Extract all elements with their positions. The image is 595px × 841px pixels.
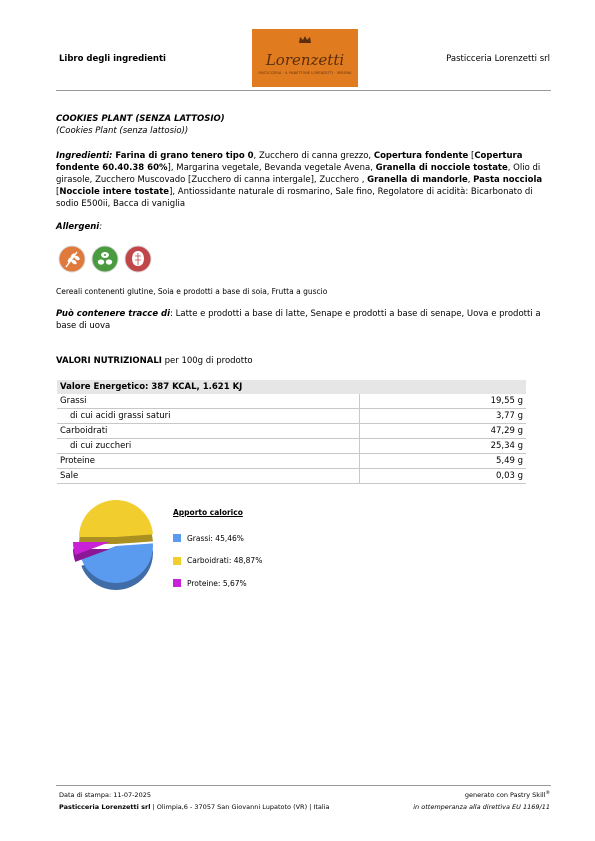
table-row	[57, 424, 526, 439]
wheat-icon	[58, 245, 86, 273]
logo-name: Lorenzetti	[265, 51, 345, 69]
legend-item	[173, 550, 262, 573]
header-company: Pasticceria Lorenzetti srl	[446, 54, 550, 64]
product-subtitle: (Cookies Plant (senza lattosio))	[56, 126, 189, 136]
legend-label: Carboidrati: 48,87%	[187, 556, 263, 566]
ingredient-text: ], Margarina vegetale, Bevanda vegetale Avena,	[167, 163, 376, 173]
crown-icon	[298, 35, 312, 45]
ingredient-bold: Granella di nocciole tostate	[375, 163, 508, 173]
table-row	[57, 454, 526, 469]
table-row	[57, 439, 526, 454]
chart-title: Apporto calorico	[173, 508, 243, 517]
print-date: Data di stampa: 11-07-2025	[59, 791, 151, 799]
soy-icon	[91, 245, 119, 273]
table-row	[57, 394, 526, 409]
legend-item	[173, 572, 262, 595]
nutrition-title: VALORI NUTRIZIONALI per 100g di prodotto	[56, 356, 253, 366]
nutrient-name: di cui zuccheri	[57, 439, 360, 454]
legend-label: Proteine: 5,67%	[187, 578, 247, 588]
ingredient-text: [	[468, 151, 475, 161]
nutrient-name: Carboidrati	[57, 424, 360, 439]
nutrient-value: 3,77 g	[360, 409, 527, 424]
ingredients-text	[56, 150, 554, 210]
ingredient-bold: Nocciole intere tostate	[59, 187, 170, 197]
ingredient-bold: Copertura fondente	[373, 151, 469, 161]
calorie-pie-chart	[70, 496, 165, 596]
legend-swatch	[173, 557, 181, 565]
ingredient-bold: Pasta nocciola	[473, 175, 543, 185]
allergens-list: Cereali contenenti glutine, Soia e prodotti a base di soia, Frutta a guscio	[56, 287, 328, 296]
nutrient-value: 19,55 g	[360, 394, 527, 409]
footer-divider	[56, 785, 551, 786]
legend-item	[173, 527, 262, 550]
nutrient-name: Grassi	[57, 394, 360, 409]
allergens-label: Allergeni:	[56, 222, 103, 232]
nutrient-value: 5,49 g	[360, 454, 527, 469]
pie-slice	[79, 500, 153, 537]
document-title: Libro degli ingredienti	[59, 54, 166, 64]
energy-value: Valore Energetico: 387 KCAL, 1.621 KJ	[57, 380, 526, 394]
nutrient-value: 0,03 g	[360, 469, 527, 484]
legend-swatch	[173, 534, 181, 542]
company-logo	[252, 29, 358, 87]
ingredient-text: ], Antiossidante naturale di rosmarino, Sale fino, Regolatore di acidità: Bicarbonato di sodio E500ii, Bacca di vaniglia	[56, 187, 533, 209]
nutrient-value: 47,29 g	[360, 424, 527, 439]
ingredient-bold: Copertura fondente 60.40.38 60%	[56, 151, 523, 173]
ingredient-text: [	[56, 187, 60, 197]
ingredient-bold: Farina di grano tenero tipo 0	[115, 151, 254, 161]
nutrient-name: di cui acidi grassi saturi	[57, 409, 360, 424]
traces-label: Può contenere tracce di	[56, 309, 171, 319]
ingredients-label: Ingredienti:	[56, 151, 113, 161]
energy-row	[57, 380, 526, 394]
nutrition-table	[57, 380, 526, 484]
chart-legend	[173, 508, 262, 595]
traces-text	[56, 308, 551, 332]
generated-by: generato con Pastry Skill®	[464, 791, 550, 800]
traces-list: : Latte e prodotti a base di latte, Senape e prodotti a base di senape, Uova e prodotti a base di uova	[56, 309, 541, 331]
directive: in ottemperanza alla direttiva EU 1169/11	[413, 803, 550, 811]
nut-icon	[124, 245, 152, 273]
header-divider	[56, 90, 551, 91]
table-row	[57, 409, 526, 424]
legend-label: Grassi: 45,46%	[187, 533, 244, 543]
ingredient-text: ,	[467, 175, 474, 185]
nutrient-value: 25,34 g	[360, 439, 527, 454]
table-row	[57, 469, 526, 484]
legend-swatch	[173, 579, 181, 587]
ingredient-text: , Zucchero di canna grezzo,	[253, 151, 374, 161]
footer-address: Pasticceria Lorenzetti srl | Olimpia,6 - 37057 San Giovanni Lupatoto (VR) | Italia	[59, 803, 330, 811]
ingredient-text: , Olio di girasole, Zucchero Muscovado [Zucchero di canna intergale], Zucchero ,	[56, 163, 541, 185]
product-title: COOKIES PLANT (SENZA LATTOSIO)	[56, 114, 225, 124]
logo-subtitle: PASTICCERIA · IL PANETTONE LORENZETTI · VERONA	[258, 71, 352, 75]
nutrient-name: Sale	[57, 469, 360, 484]
nutrient-name: Proteine	[57, 454, 360, 469]
ingredient-bold: Granella di mandorle	[367, 175, 468, 185]
